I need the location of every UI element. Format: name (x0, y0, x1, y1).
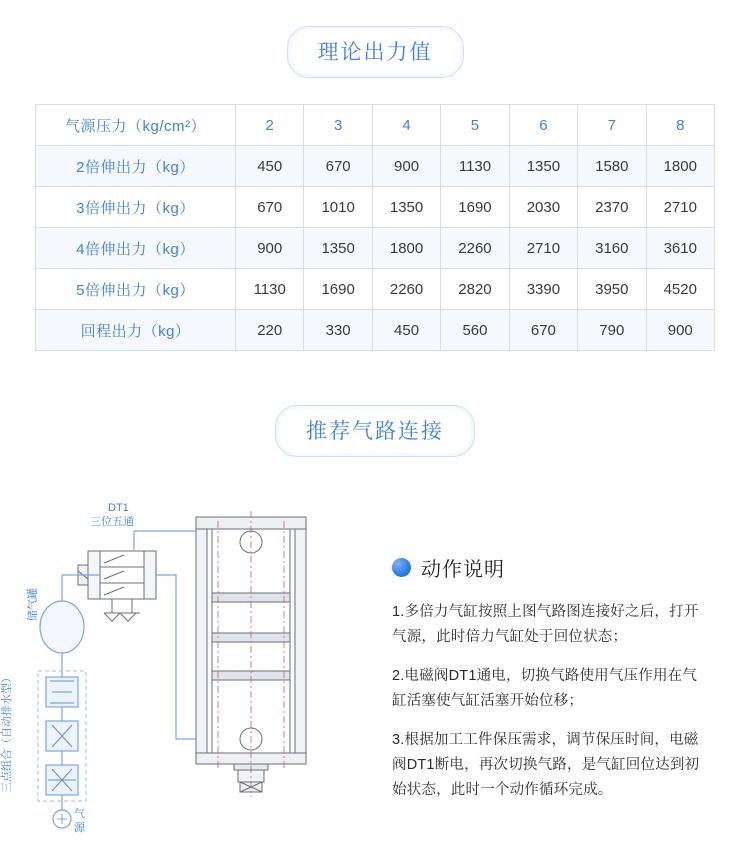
table-cell: 790 (578, 310, 646, 351)
table-cell: 2710 (646, 187, 714, 228)
table-cell: 1350 (304, 228, 372, 269)
table-cell: 2710 (509, 228, 577, 269)
table-cell: 2820 (441, 269, 509, 310)
table-cell: 1580 (578, 146, 646, 187)
table-cell: 900 (646, 310, 714, 351)
label-dt1: DT1 (108, 502, 129, 514)
force-table (35, 104, 715, 351)
table-cell: 900 (372, 146, 440, 187)
table-header-cell: 6 (509, 105, 577, 146)
table-row (36, 310, 715, 351)
pneumatic-diagram (0, 481, 390, 846)
label-source-2: 源 (74, 822, 85, 834)
diagram-area (0, 481, 750, 841)
table-cell: 670 (236, 187, 304, 228)
row-label: 4倍伸出力（kg） (36, 228, 236, 269)
table-cell: 1690 (304, 269, 372, 310)
table-cell: 450 (236, 146, 304, 187)
table-header-cell: 2 (236, 105, 304, 146)
label-source-1: 气 (74, 808, 85, 820)
table-row (36, 146, 715, 187)
table-cell: 670 (509, 310, 577, 351)
table-header-cell: 7 (578, 105, 646, 146)
table-cell: 560 (441, 310, 509, 351)
table-header-cell: 3 (304, 105, 372, 146)
table-cell: 3950 (578, 269, 646, 310)
force-table-wrap (35, 104, 715, 351)
row-label: 3倍伸出力（kg） (36, 187, 236, 228)
circuit-section (0, 405, 750, 841)
table-header-cell: 4 (372, 105, 440, 146)
table-cell: 1690 (441, 187, 509, 228)
force-table-body (36, 105, 715, 351)
table-cell: 220 (236, 310, 304, 351)
description-item: 1.多倍力气缸按照上图气路图连接好之后，打开气源，此时倍力气缸处于回位状态； (392, 604, 699, 645)
table-cell: 3390 (509, 269, 577, 310)
table-cell: 1350 (372, 187, 440, 228)
description-item: 2.电磁阀DT1通电，切换气路使用气压作用在气缸活塞使气缸活塞开始位移； (392, 668, 698, 709)
bullet-dot-icon (392, 558, 411, 577)
table-row (36, 269, 715, 310)
row-label: 回程出力（kg） (36, 310, 236, 351)
force-section-title: 理论出力值 (287, 26, 464, 78)
table-cell: 1800 (646, 146, 714, 187)
table-cell: 2260 (441, 228, 509, 269)
label-frl: 三点组合（自动排水型） (1, 672, 13, 793)
label-valve: 三位五通 (90, 516, 134, 528)
circuit-title-wrap (0, 405, 750, 457)
description-item: 3.根据加工工件保压需求，调节保压时间，电磁阀DT1断电，再次切换气路，是气缸回位达到初始状态，此时一个动作循环完成。 (392, 732, 700, 798)
table-cell: 2030 (509, 187, 577, 228)
table-header-row (36, 105, 715, 146)
table-cell: 3610 (646, 228, 714, 269)
table-row (36, 187, 715, 228)
force-title-wrap (0, 26, 750, 78)
action-description-title-text: 动作说明 (421, 559, 505, 581)
row-label: 5倍伸出力（kg） (36, 269, 236, 310)
table-cell: 330 (304, 310, 372, 351)
circuit-section-title: 推荐气路连接 (275, 405, 475, 457)
action-description-title (392, 553, 702, 582)
table-cell: 900 (236, 228, 304, 269)
table-cell: 2260 (372, 269, 440, 310)
table-cell: 2370 (578, 187, 646, 228)
table-cell: 1130 (236, 269, 304, 310)
table-cell: 1130 (441, 146, 509, 187)
table-cell: 1010 (304, 187, 372, 228)
table-cell: 670 (304, 146, 372, 187)
label-tank: 储气罐 (27, 588, 39, 621)
table-cell: 450 (372, 310, 440, 351)
table-header-label: 气源压力（kg/cm²） (36, 105, 236, 146)
table-cell: 1350 (509, 146, 577, 187)
table-header-cell: 8 (646, 105, 714, 146)
table-header-cell: 5 (441, 105, 509, 146)
action-description (392, 553, 702, 817)
row-label: 2倍伸出力（kg） (36, 146, 236, 187)
table-cell: 3160 (578, 228, 646, 269)
table-cell: 4520 (646, 269, 714, 310)
table-cell: 1800 (372, 228, 440, 269)
table-row (36, 228, 715, 269)
